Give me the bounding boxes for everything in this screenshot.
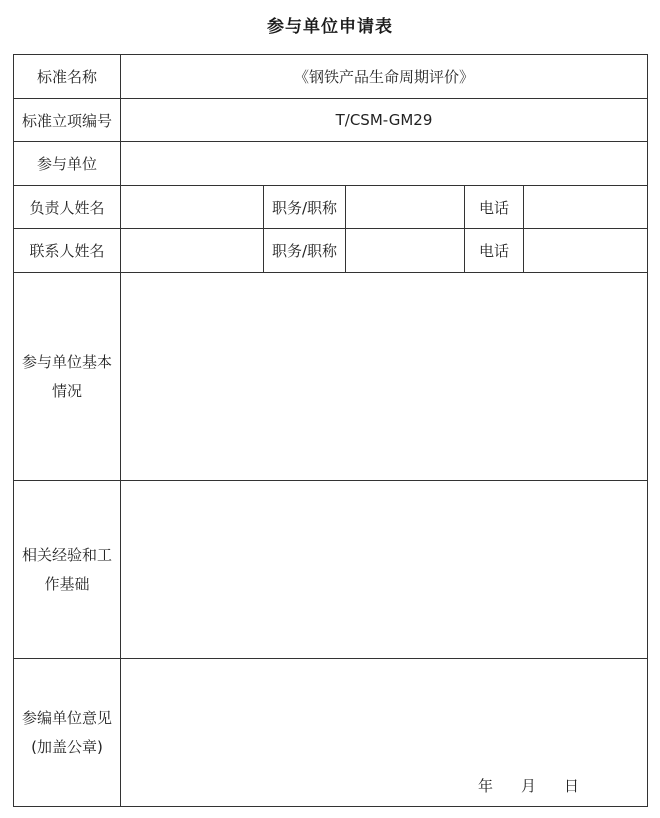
experience-label-line2: 作基础 <box>44 574 90 593</box>
date-day-label: 日 <box>563 777 579 795</box>
contact-phone-field[interactable] <box>524 229 648 273</box>
participating-unit-field[interactable] <box>121 142 648 186</box>
application-form-table <box>13 54 648 807</box>
project-number-label: 标准立项编号 <box>14 99 121 142</box>
leader-title-label: 职务/职称 <box>264 186 346 229</box>
leader-phone-label: 电话 <box>465 186 524 229</box>
row-leader <box>14 186 648 229</box>
participating-unit-label: 参与单位 <box>14 142 121 186</box>
experience-label-line1: 相关经验和工 <box>21 545 112 564</box>
project-number-value[interactable]: T/CSM-GM29 <box>121 99 648 142</box>
date-year-label: 年 <box>477 777 493 795</box>
row-participating-unit <box>14 142 648 186</box>
row-opinion <box>14 659 648 807</box>
contact-name-field[interactable] <box>121 229 264 273</box>
experience-label <box>14 481 121 659</box>
opinion-label-line1: 参编单位意见 <box>21 708 112 727</box>
leader-name-label: 负责人姓名 <box>14 186 121 229</box>
leader-phone-field[interactable] <box>524 186 648 229</box>
basic-info-field[interactable] <box>121 273 648 481</box>
contact-title-field[interactable] <box>346 229 465 273</box>
basic-info-label <box>14 273 121 481</box>
standard-name-value[interactable]: 《钢铁产品生命周期评价》 <box>121 55 648 99</box>
row-contact <box>14 229 648 273</box>
form-title: 参与单位申请表 <box>267 17 393 37</box>
opinion-label-line2: (加盖公章) <box>31 737 103 756</box>
standard-name-label: 标准名称 <box>14 55 121 99</box>
signature-date <box>478 775 579 796</box>
opinion-field[interactable] <box>121 659 648 807</box>
row-basic-info <box>14 273 648 481</box>
contact-title-label: 职务/职称 <box>264 229 346 273</box>
row-project-number <box>14 99 648 142</box>
row-experience <box>14 481 648 659</box>
contact-name-label: 联系人姓名 <box>14 229 121 273</box>
experience-field[interactable] <box>121 481 648 659</box>
basic-info-label-line1: 参与单位基本 <box>21 352 112 371</box>
basic-info-label-line2: 情况 <box>51 381 82 400</box>
row-standard-name <box>14 55 648 99</box>
leader-title-field[interactable] <box>346 186 465 229</box>
leader-name-field[interactable] <box>121 186 264 229</box>
date-month-label: 月 <box>520 777 536 795</box>
contact-phone-label: 电话 <box>465 229 524 273</box>
opinion-label <box>14 659 121 807</box>
